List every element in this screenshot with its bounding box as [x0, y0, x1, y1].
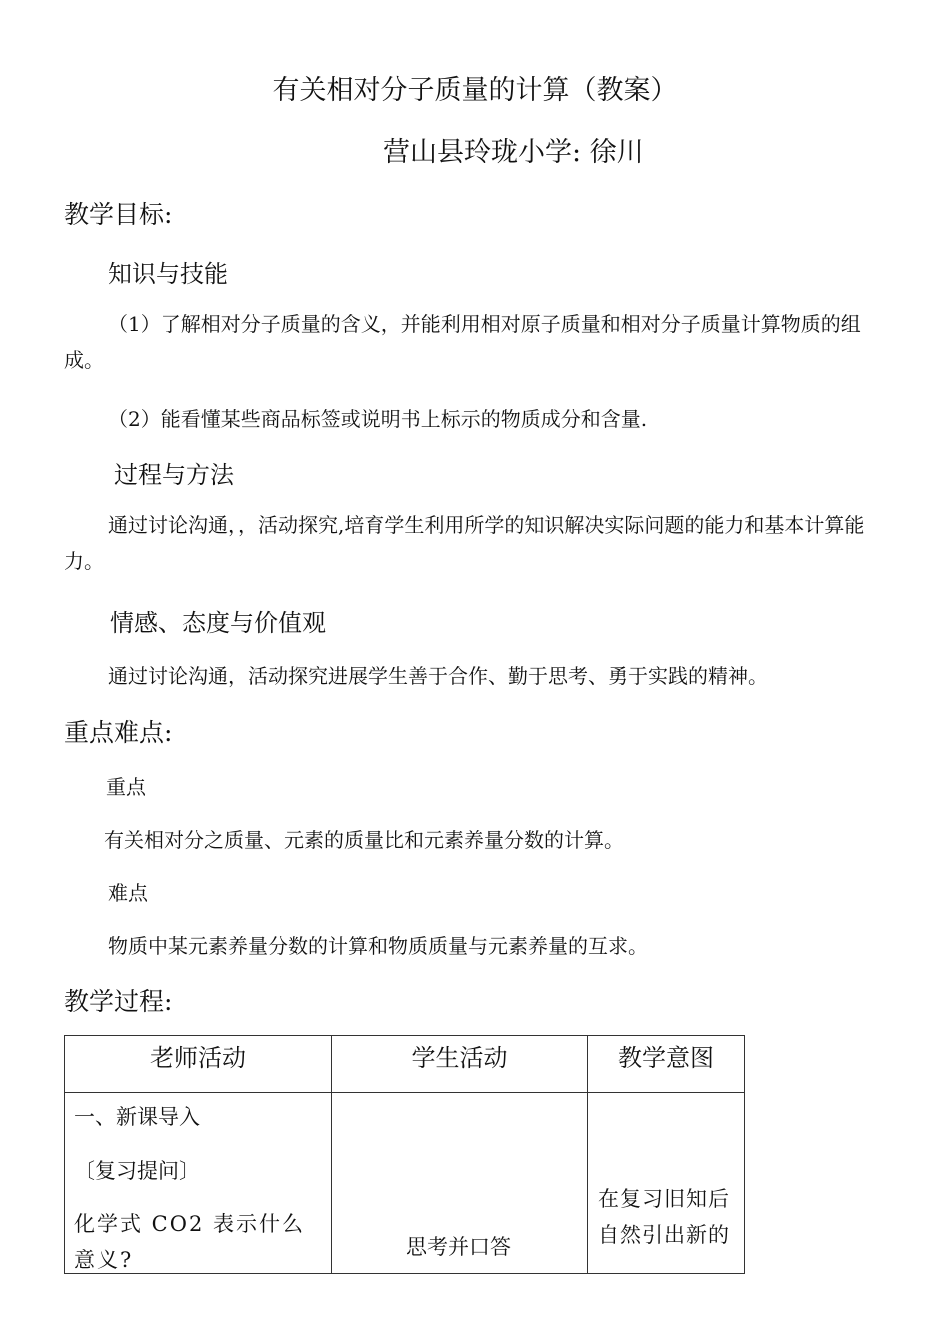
teaching-intent-cell — [588, 1093, 745, 1274]
emotion-heading: 情感、态度与价值观 — [110, 609, 326, 637]
knowledge-item-2: （2）能看懂某些商品标签或说明书上标示的物质成分和含量. — [108, 407, 648, 431]
knowledge-heading: 知识与技能 — [108, 260, 228, 288]
teacher-review-label: 〔复习提问〕 — [74, 1159, 200, 1183]
emotion-text: 通过讨论沟通，活动探究进展学生善于合作、勤于思考、勇于实践的精神。 — [108, 664, 768, 688]
process-text: 通过讨论沟通，，活动探究,培育学生利用所学的知识解决实际问题的能力和基本计算能力。 — [64, 513, 865, 573]
keypoints-heading: 重点难点: — [64, 718, 173, 747]
table-row — [65, 1093, 745, 1274]
header-teaching-intent: 教学意图 — [588, 1036, 745, 1093]
document-author: 营山县玲珑小学: 徐川 — [383, 137, 644, 168]
teacher-question: 化学式 CO2 表示什么意义? — [74, 1212, 305, 1272]
student-activity-cell — [332, 1093, 588, 1274]
key-text: 有关相对分之质量、元素的质量比和元素养量分数的计算。 — [104, 828, 624, 852]
header-teacher-activity: 老师活动 — [65, 1036, 332, 1093]
process-heading: 过程与方法 — [114, 461, 234, 489]
teacher-section-title: 一、新课导入 — [74, 1105, 200, 1129]
teaching-process-table — [64, 1035, 745, 1274]
teacher-activity-cell — [65, 1093, 332, 1274]
header-student-activity: 学生活动 — [332, 1036, 588, 1093]
difficult-label: 难点 — [108, 881, 148, 905]
knowledge-item-1: （1）了解相对分子质量的含义，并能利用相对原子质量和相对分子质量计算物质的组成。 — [64, 312, 861, 372]
teaching-process-heading: 教学过程: — [64, 987, 173, 1016]
key-label: 重点 — [106, 775, 146, 799]
teaching-intent-text: 在复习旧知后自然引出新的 — [598, 1187, 730, 1247]
objectives-heading: 教学目标: — [64, 200, 173, 229]
table-header-row — [65, 1036, 745, 1093]
difficult-text: 物质中某元素养量分数的计算和物质质量与元素养量的互求。 — [108, 934, 648, 958]
student-response: 思考并口答 — [406, 1235, 511, 1259]
document-title: 有关相对分子质量的计算（教案） — [272, 75, 678, 106]
